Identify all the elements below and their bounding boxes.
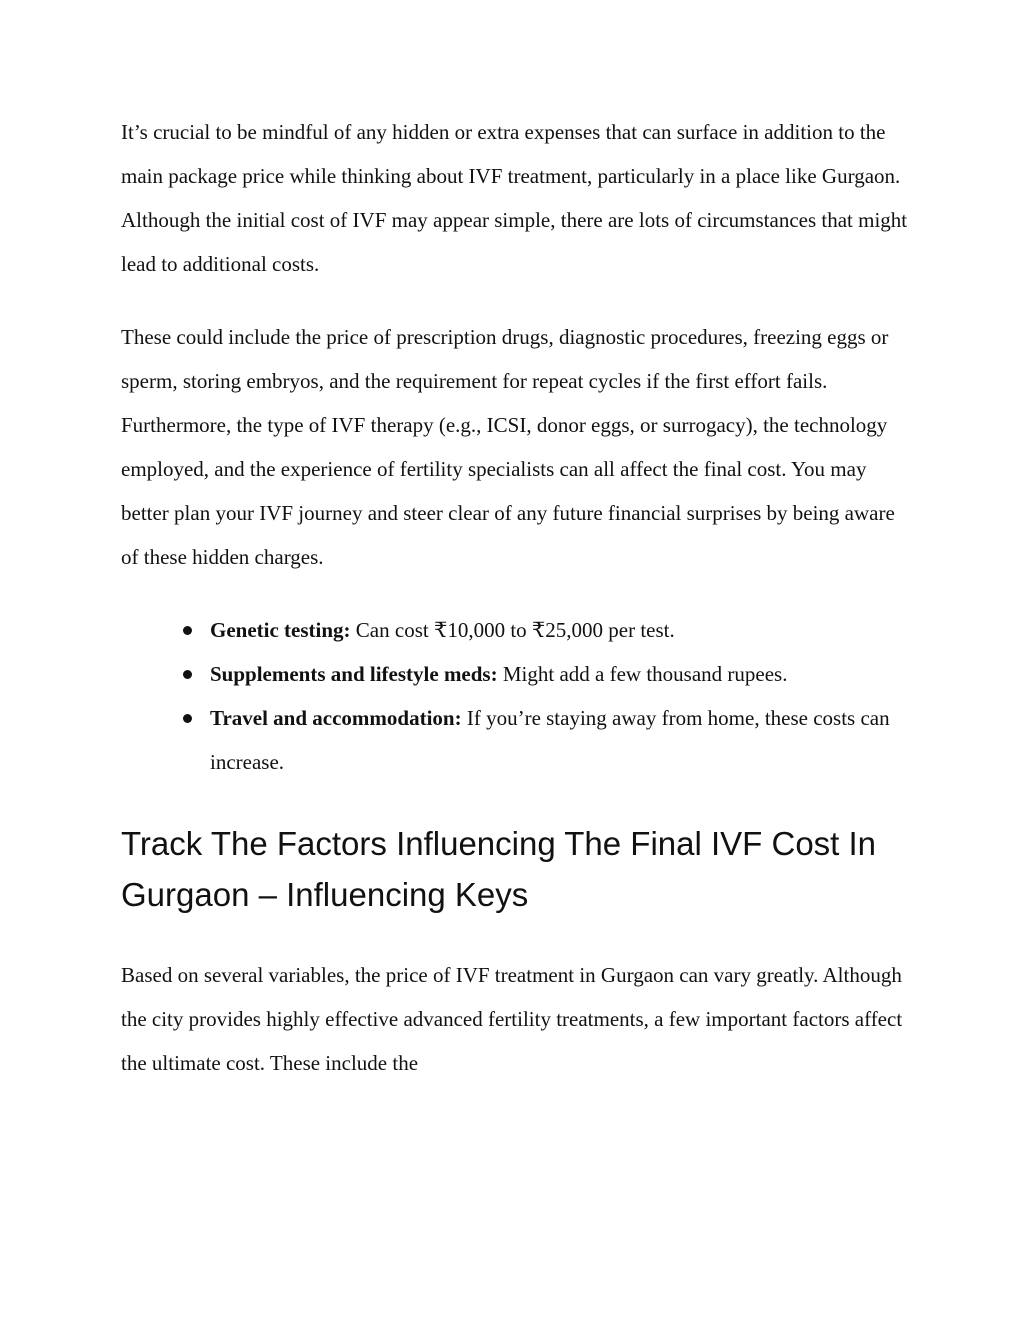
section-heading: Track The Factors Influencing The Final IVF Cost In Gurgaon – Influencing Keys: [121, 825, 877, 913]
list-item-text: If you’re staying away from home, these costs can increase.: [210, 706, 890, 774]
bullet-dot-icon: [183, 626, 192, 635]
list-item-travel: [121, 696, 911, 784]
bullet-dot-icon: [183, 714, 192, 723]
list-item-supplements: [121, 652, 911, 696]
list-item-term: Genetic testing:: [210, 618, 351, 642]
paragraph-hidden-expenses: It’s crucial to be mindful of any hidden or extra expenses that can surface in addition to the main package price while thinking about IVF treatment, particularly in a place like Gurgaon. Although the initial cost of IVF may appear simple, there are lots of circumstances that might lead to additional costs.: [121, 120, 908, 276]
list-item-text: Can cost ₹10,000 to ₹25,000 per test.: [350, 618, 675, 642]
paragraph-cost-variables: Based on several variables, the price of IVF treatment in Gurgaon can vary greatly. Although the city provides highly effective advanced fertility treatments, a few important factors affect the ultimate cost. These include the: [121, 963, 903, 1075]
hidden-costs-list: [121, 608, 911, 784]
list-item-text: Might add a few thousand rupees.: [497, 662, 788, 686]
list-item-genetic-testing: [121, 608, 911, 652]
document-body: [121, 110, 911, 1114]
bullet-dot-icon: [183, 670, 192, 679]
paragraph-additional-charges: These could include the price of prescription drugs, diagnostic procedures, freezing eggs or sperm, storing embryos, and the requirement for repeat cycles if the first effort fails. Furthermore, the type of IVF therapy (e.g., ICSI, donor eggs, or surrogacy), the technology employed, and the experience of fertility specialists can all affect the final cost. You may better plan your IVF journey and steer clear of any future financial surprises by being aware of these hidden charges.: [121, 325, 895, 569]
list-item-term: Travel and accommodation:: [210, 706, 462, 730]
list-item-term: Supplements and lifestyle meds:: [210, 662, 498, 686]
